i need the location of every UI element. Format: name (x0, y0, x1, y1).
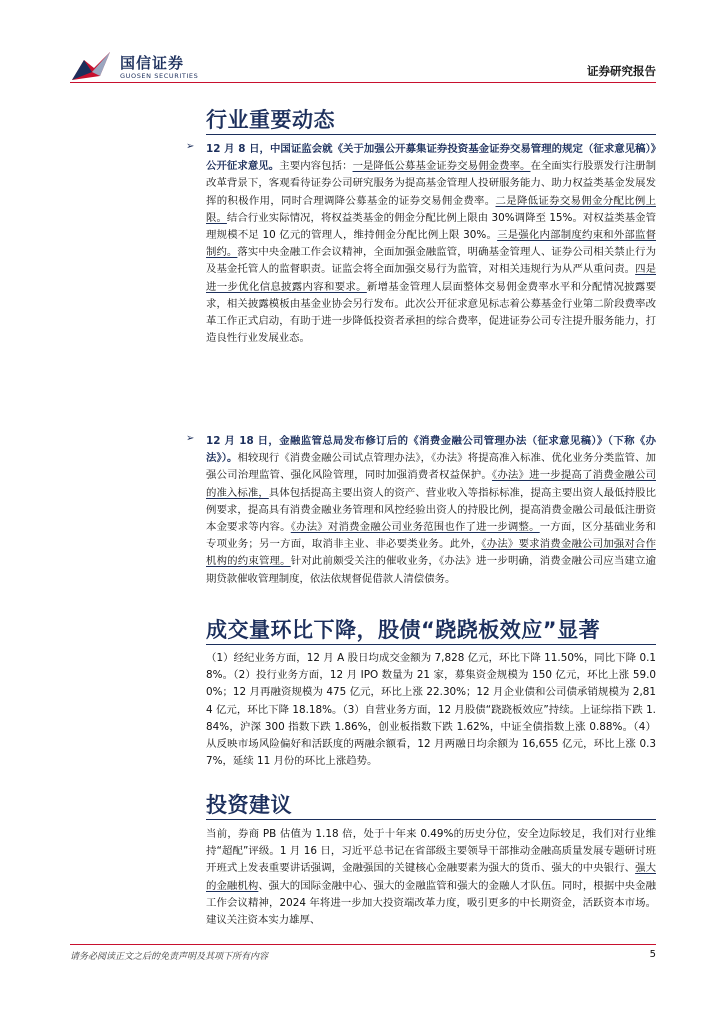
news-item-2-lead: 12 月 18 日，金融监管总局发布修订后的《消费金融公司管理办法（征求意见稿）》（下称《办法》）。 (206, 435, 656, 465)
market-summary-text: （1）经纪业务方面，12 月 A 股日均成交金额为 7,828 亿元，环比下降 11.50%，同比下降 0.18%。（2）投行业务方面，12 月 IPO 数量为 21 家，募集资金规模为 150 亿元，环比上涨 59.00%；12 月再融资规模为 475 亿元，环比上涨 22.30%；12 月企业债和公司债承销规模为 2,814 亿元，环比下降 18.18%。（3）自营业务方面，12 月股债“跷跷板效应”持续。上证综指下跌 1.84%，沪深 300 指数下跌 1.86%，创业板指数下跌 1.62%，中证全债指数上涨 0.88%。（4）从反映市场风险偏好和活跃度的两融余额看，12 月两融日均余额为 16,655 亿元，环比上涨 0.37%，延续 11 月份的环比上涨趋势。 (206, 652, 656, 768)
news-item-1 (186, 141, 657, 347)
guosen-logo (70, 50, 200, 90)
logo-chinese-name: 国信证券 (120, 54, 185, 72)
bullet-arrow-icon: ➢ (186, 433, 195, 444)
logo-mark-icon (70, 50, 116, 84)
disclaimer-text: 请务必阅读正文之后的免责声明及其项下所有内容 (70, 952, 269, 962)
section-title-underline (206, 819, 656, 820)
section-title-underline (206, 134, 656, 135)
investment-advice (206, 826, 656, 929)
investment-advice-text: 当前，券商 PB 估值为 1.18 倍，处于十年来 0.49%的历史分位，安全边际较足，我们对行业维持“超配”评级。1 月 16 日，习近平总书记在省部级主要领导干部推动金融高质量发展专题研讨班开班式上发表重要讲话强调，金融强国的关键核心金融要素为强大的货币、强大的中央银行、强大的金融机构、强大的国际金融中心、强大的金融监管和强大的金融人才队伍。同时，根据中央金融工作会议精神，2024 年将进一步加大投资端改革力度，吸引更多的中长期资金，活跃资本市场。建议关注资本实力雄厚、 (206, 828, 657, 927)
page-header (0, 0, 724, 100)
logo-english-name: GUOSEN SECURITIES (120, 72, 199, 80)
page-number: 5 (649, 949, 656, 960)
report-type-label: 证券研究报告 (587, 64, 656, 78)
header-divider (70, 82, 656, 83)
bullet-arrow-icon: ➢ (186, 141, 195, 152)
news-item-1-text: 12 月 8 日，中国证监会就《关于加强公开募集证券投资基金证券交易管理的规定（征求意见稿）》公开征求意见。主要内容包括：一是降低公募基金证券交易佣金费率。在全面实行股票发行注册制改革背景下，客观看待证券公司研究服务为提高基金管理人投研服务能力、助力权益类基金发展发挥的积极作用，同时合理调降公募基金的证券交易佣金费率。二是降低证券交易佣金分配比例上限。结合行业实际情况，将权益类基金的佣金分配比例上限由 30%调降至 15%。对权益类基金管理规模不足 10 亿元的管理人，维持佣金分配比例上限 30%。三是强化内部制度约束和外部监督制约。落实中央金融工作会议精神，全面加强金融监管，明确基金管理人、证券公司相关禁止行为及基金托管人的监督职责。证监会将全面加强交易行为监管，对相关违规行为从严从重问责。四是进一步优化信息披露内容和要求。新增基金管理人层面整体交易佣金费率水平和分配情况披露要求，相关披露模板由基金业协会另行发布。此次公开征求意见标志着公募基金行业第二阶段费率改革工作正式启动，有助于进一步降低投资者承担的综合费率，促进证券公司专注提升服务能力，打造良性行业发展业态。 (206, 143, 657, 345)
news-item-2 (186, 433, 657, 588)
market-summary (206, 650, 656, 770)
news-item-2-text: 12 月 18 日，金融监管总局发布修订后的《消费金融公司管理办法（征求意见稿）》（下称《办法》）。相较现行《消费金融公司试点管理办法》，《办法》将提高准入标准、优化业务分类监管、加强公司治理监管、强化风险管理，同时加强消费者权益保护。《办法》进一步提高了消费金融公司的准入标准，具体包括提高主要出资人的资产、营业收入等指标标准，提高主要出资人最低持股比例要求，提高具有消费金融业务管理和风控经验出资人的持股比例，提高消费金融公司最低注册资本金要求等内容。《办法》对消费金融公司业务范围也作了进一步调整。一方面，区分基础业务和专项业务；另一方面，取消非主业、非必要类业务。此外，《办法》要求消费金融公司加强对合作机构的约束管理。针对此前颇受关注的催收业务，《办法》进一步明确，消费金融公司应当建立逾期贷款催收管理制度，依法依规督促借款人清偿债务。 (206, 435, 657, 585)
section-title-investment-advice: 投资建议 (206, 793, 292, 817)
section-title-volume: 成交量环比下降，股债“跷跷板效应”显著 (206, 618, 601, 642)
news-item-1-lead: 12 月 8 日，中国证监会就《关于加强公开募集证券投资基金证券交易管理的规定（征求意见稿）》公开征求意见。 (206, 143, 656, 173)
section-title-underline (206, 644, 656, 645)
footer-divider (70, 944, 656, 945)
section-title-industry-news: 行业重要动态 (206, 108, 335, 132)
